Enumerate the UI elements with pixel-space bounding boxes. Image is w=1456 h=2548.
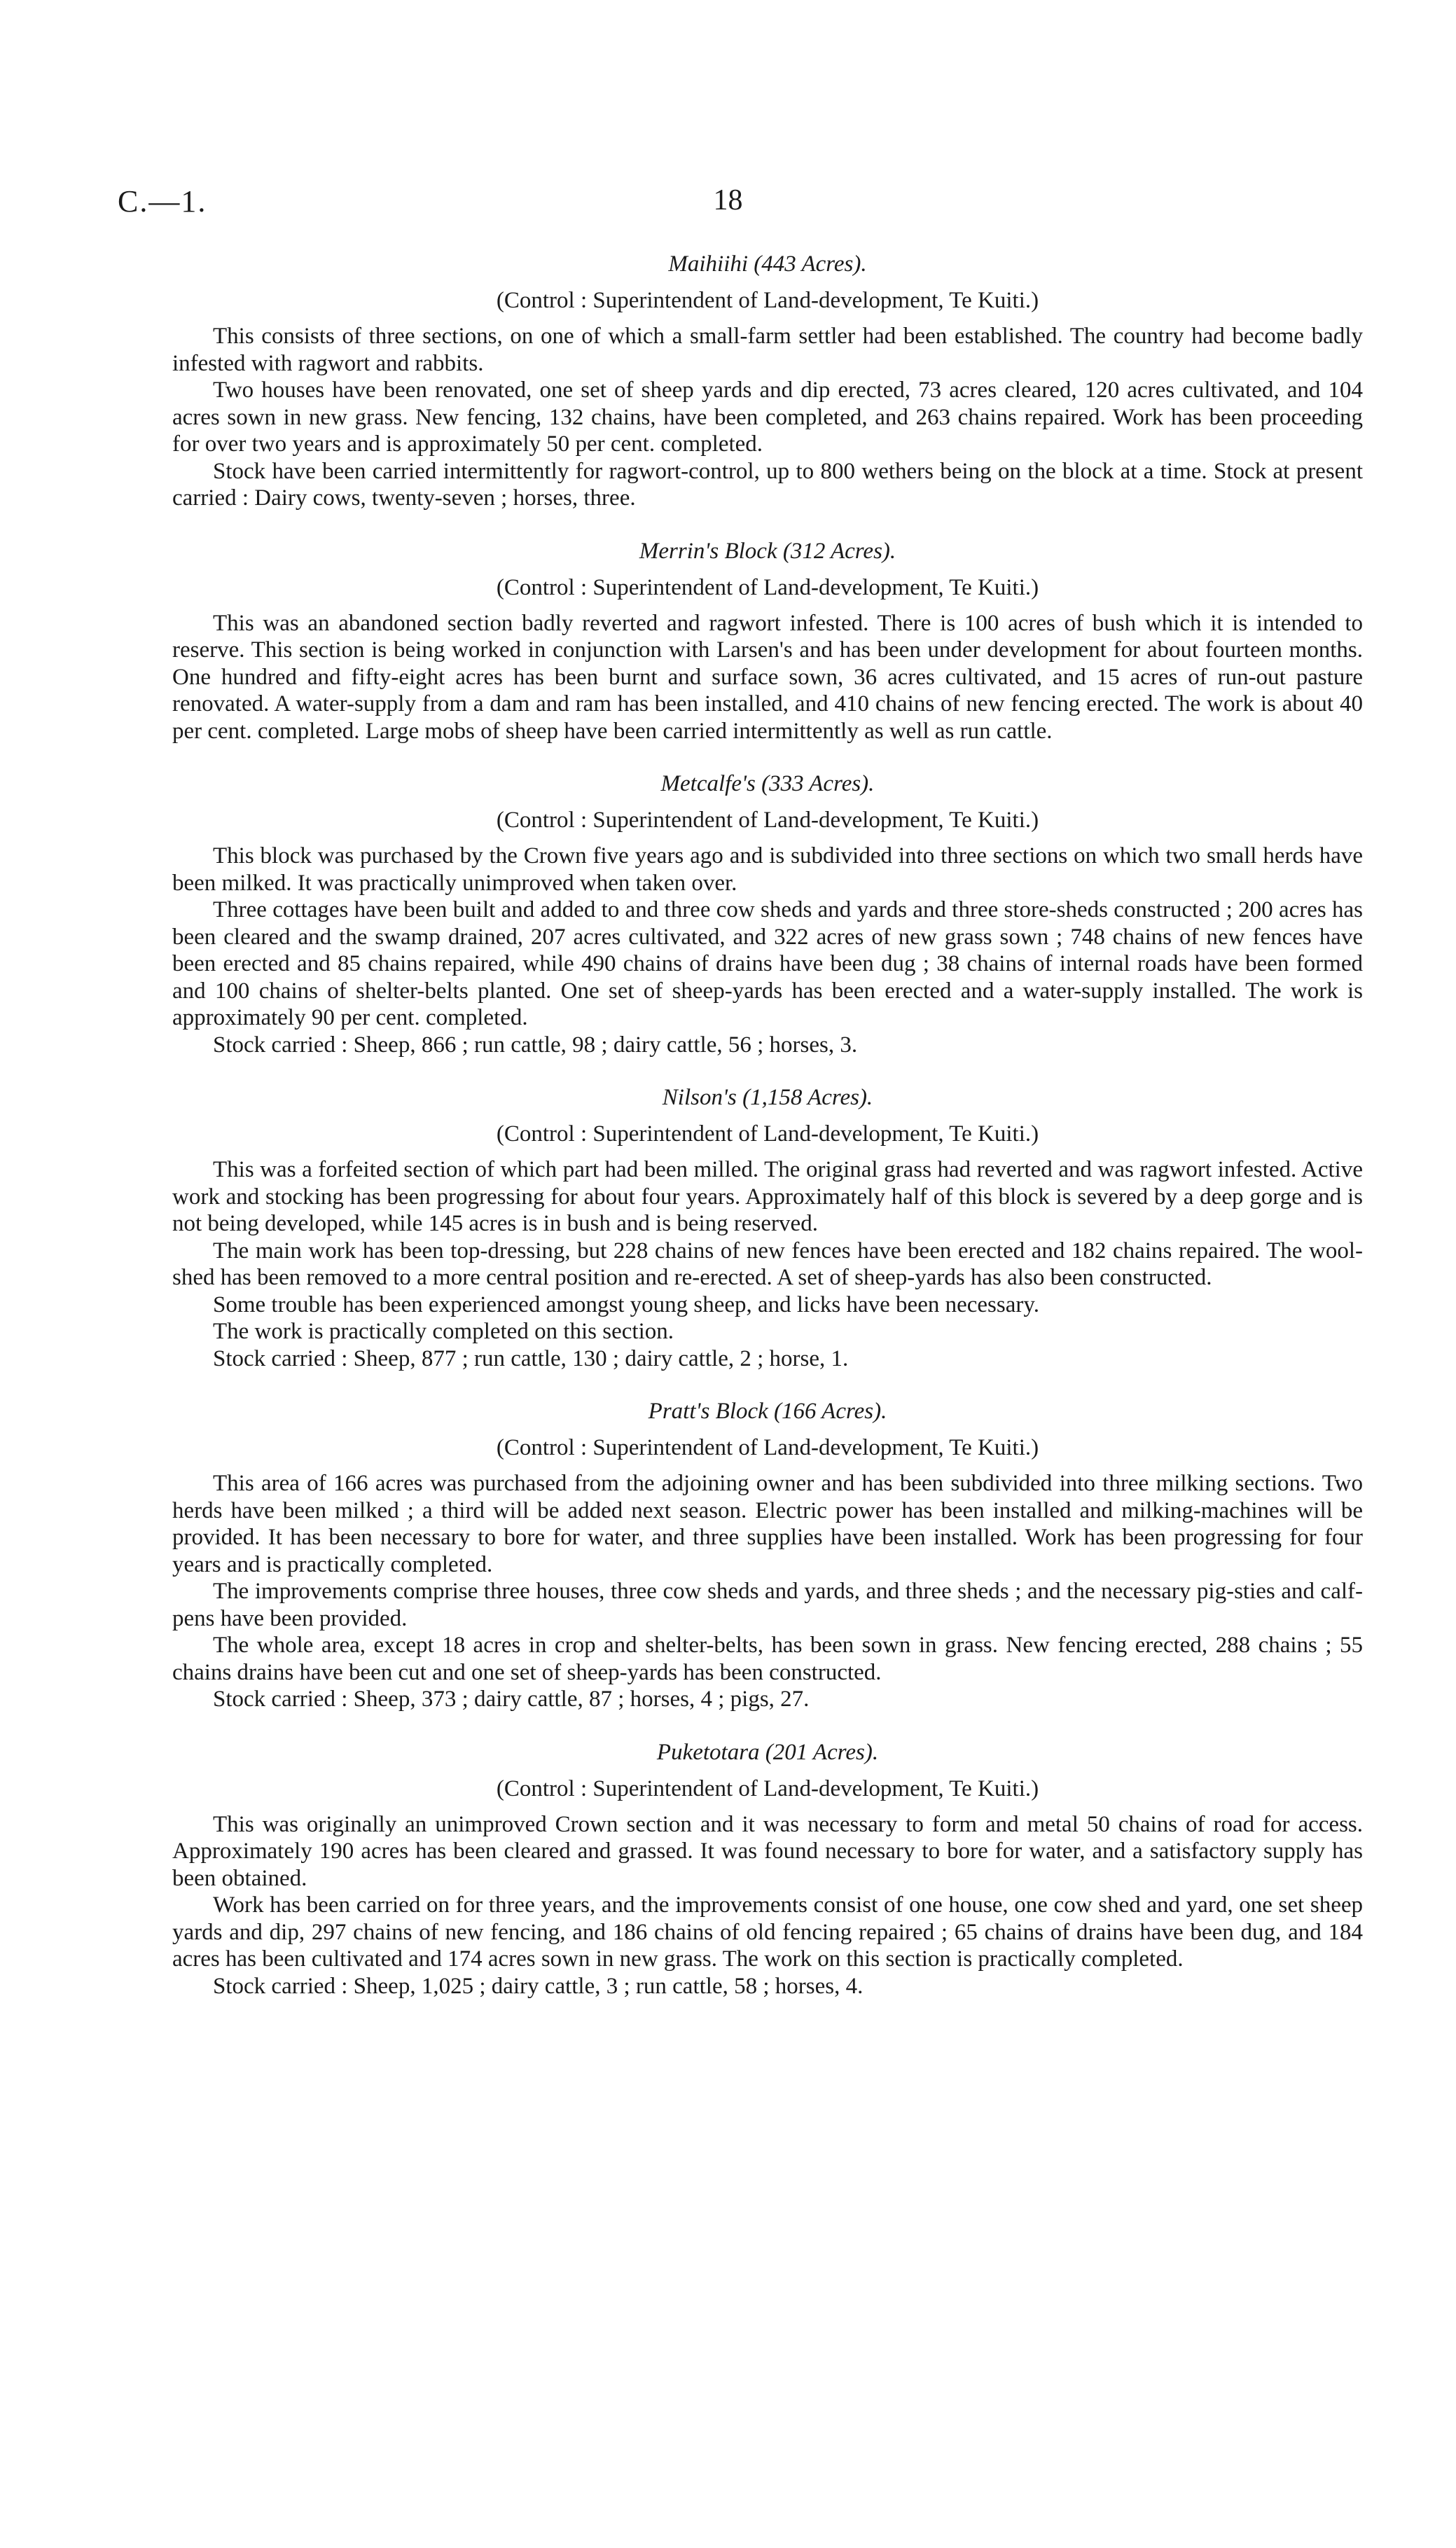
section-title: Maihiihi (443 Acres).	[668, 251, 867, 277]
section-pratts-block	[172, 1396, 1363, 1713]
paragraph: This was a forfeited section of which part had been milled. The original grass had reverted and was ragwort infested. Active work and stocking has been progressing for about four years. Approximately half of this block is severed by a deep gorge and is not being developed, while 145 acres is in bush and is being reserved.	[172, 1157, 1363, 1236]
section-puketotara	[172, 1737, 1363, 2000]
paragraph: The improvements comprise three houses, three cow sheds and yards, and three sheds ; and the necessary pig-sties and calf-pens have been provided.	[172, 1579, 1363, 1631]
paragraph: Stock have been carried intermittently for ragwort-control, up to 800 wethers being on the block at a time. Stock at present carried : Dairy cows, twenty-seven ; horses, three.	[172, 458, 1363, 511]
paragraph: Two houses have been renovated, one set of sheep yards and dip erected, 73 acres cleared, 120 acres cultivated, and 104 acres sown in new grass. New fencing, 132 chains, have been completed, and 263 chains repaired. Work has been proceeding for over two years and is approximately 50 per cent. completed.	[172, 378, 1363, 457]
section-control: (Control : Superintendent of Land-development, Te Kuiti.)	[496, 288, 1039, 313]
paragraph: This area of 166 acres was purchased from the adjoining owner and has been subdivided into three milking sections. Two herds have been milked ; a third will be added next season. Electric power has been installed and milking-machines will be provided. It has been necessary to bore for water, and three supplies have been installed. Work has been progressing for four years and is practically completed.	[172, 1471, 1363, 1577]
page-number: 18	[713, 184, 743, 216]
report-body	[172, 249, 1363, 2023]
paragraph: Stock carried : Sheep, 1,025 ; dairy cattle, 3 ; run cattle, 58 ; horses, 4.	[213, 1973, 864, 1999]
paragraph: This consists of three sections, on one of which a small-farm settler had been established. The country had become badly infested with ragwort and rabbits.	[172, 324, 1363, 376]
paragraph: This was originally an unimproved Crown section and it was necessary to form and metal 50 chains of road for access. Approximately 190 acres has been cleared and grassed. It was found necessary to bore for water, and a satisfactory supply has been obtained.	[172, 1811, 1363, 1891]
paragraph: The work is practically completed on this section.	[213, 1319, 674, 1344]
section-title: Pratt's Block (166 Acres).	[648, 1399, 887, 1424]
section-control: (Control : Superintendent of Land-development, Te Kuiti.)	[496, 1121, 1039, 1147]
section-metcalfes	[172, 768, 1363, 1058]
paragraph: Stock carried : Sheep, 877 ; run cattle, 130 ; dairy cattle, 2 ; horse, 1.	[213, 1345, 849, 1371]
section-maihiihi	[172, 249, 1363, 512]
paragraph: The whole area, except 18 acres in crop and shelter-belts, has been sown in grass. New fencing erected, 288 chains ; 55 chains drains have been cut and one set of sheep-yards has been constructed.	[172, 1633, 1363, 1685]
report-code: C.—1.	[118, 184, 207, 219]
section-title: Metcalfe's (333 Acres).	[660, 771, 875, 796]
section-title: Nilson's (1,158 Acres).	[662, 1085, 873, 1110]
paragraph: Three cottages have been built and added to and three cow sheds and yards and three store-sheds constructed ; 200 acres has been cleared and the swamp drained, 207 acres cultivated, and 322 acres of new grass sown ; 748 chains of new fences have been erected and 85 chains repaired, while 490 chains of drains have been dug ; 38 chains of internal roads have been formed and 100 chains of shelter-belts planted. One set of sheep-yards has been erected and a water-supply installed. The work is approximately 90 per cent. completed.	[172, 897, 1363, 1030]
paragraph: Work has been carried on for three years, and the improvements consist of one house, one cow shed and yard, one set sheep yards and dip, 297 chains of new fencing, and 186 chains of old fencing repaired ; 65 chains of drains have been dug, and 184 acres has been cultivated and 174 acres sown in new grass. The work on this section is practically completed.	[172, 1892, 1363, 1972]
paragraph: This block was purchased by the Crown five years ago and is subdivided into three sections on which two small herds have been milked. It was practically unimproved when taken over.	[172, 843, 1363, 896]
paragraph: Stock carried : Sheep, 373 ; dairy cattle, 87 ; horses, 4 ; pigs, 27.	[213, 1687, 810, 1712]
section-title: Puketotara (201 Acres).	[656, 1739, 879, 1765]
section-nilsons	[172, 1082, 1363, 1372]
section-control: (Control : Superintendent of Land-development, Te Kuiti.)	[496, 1435, 1039, 1460]
paragraph: Stock carried : Sheep, 866 ; run cattle, 98 ; dairy cattle, 56 ; horses, 3.	[213, 1032, 858, 1058]
section-control: (Control : Superintendent of Land-development, Te Kuiti.)	[496, 574, 1039, 600]
section-merrins-block	[172, 536, 1363, 745]
section-title: Merrin's Block (312 Acres).	[639, 538, 896, 564]
section-control: (Control : Superintendent of Land-development, Te Kuiti.)	[496, 1775, 1039, 1801]
paragraph: Some trouble has been experienced amongst young sheep, and licks have been necessary.	[213, 1292, 1039, 1317]
paragraph: The main work has been top-dressing, but 228 chains of new fences have been erected and 182 chains repaired. The wool-shed has been removed to a more central position and re-erected. A set of sheep-yards has also been constructed.	[172, 1238, 1363, 1290]
section-control: (Control : Superintendent of Land-development, Te Kuiti.)	[496, 808, 1039, 833]
paragraph: This was an abandoned section badly reverted and ragwort infested. There is 100 acres of bush which it is intended to reserve. This section is being worked in conjunction with Larsen's and has been under development for about fourteen months. One hundred and fifty-eight acres has been burnt and surface sown, 36 acres cultivated, and 15 acres of run-out pasture renovated. A water-supply from a dam and ram has been installed, and 410 chains of new fencing erected. The work is about 40 per cent. completed. Large mobs of sheep have been carried intermittently as well as run cattle.	[172, 610, 1363, 744]
